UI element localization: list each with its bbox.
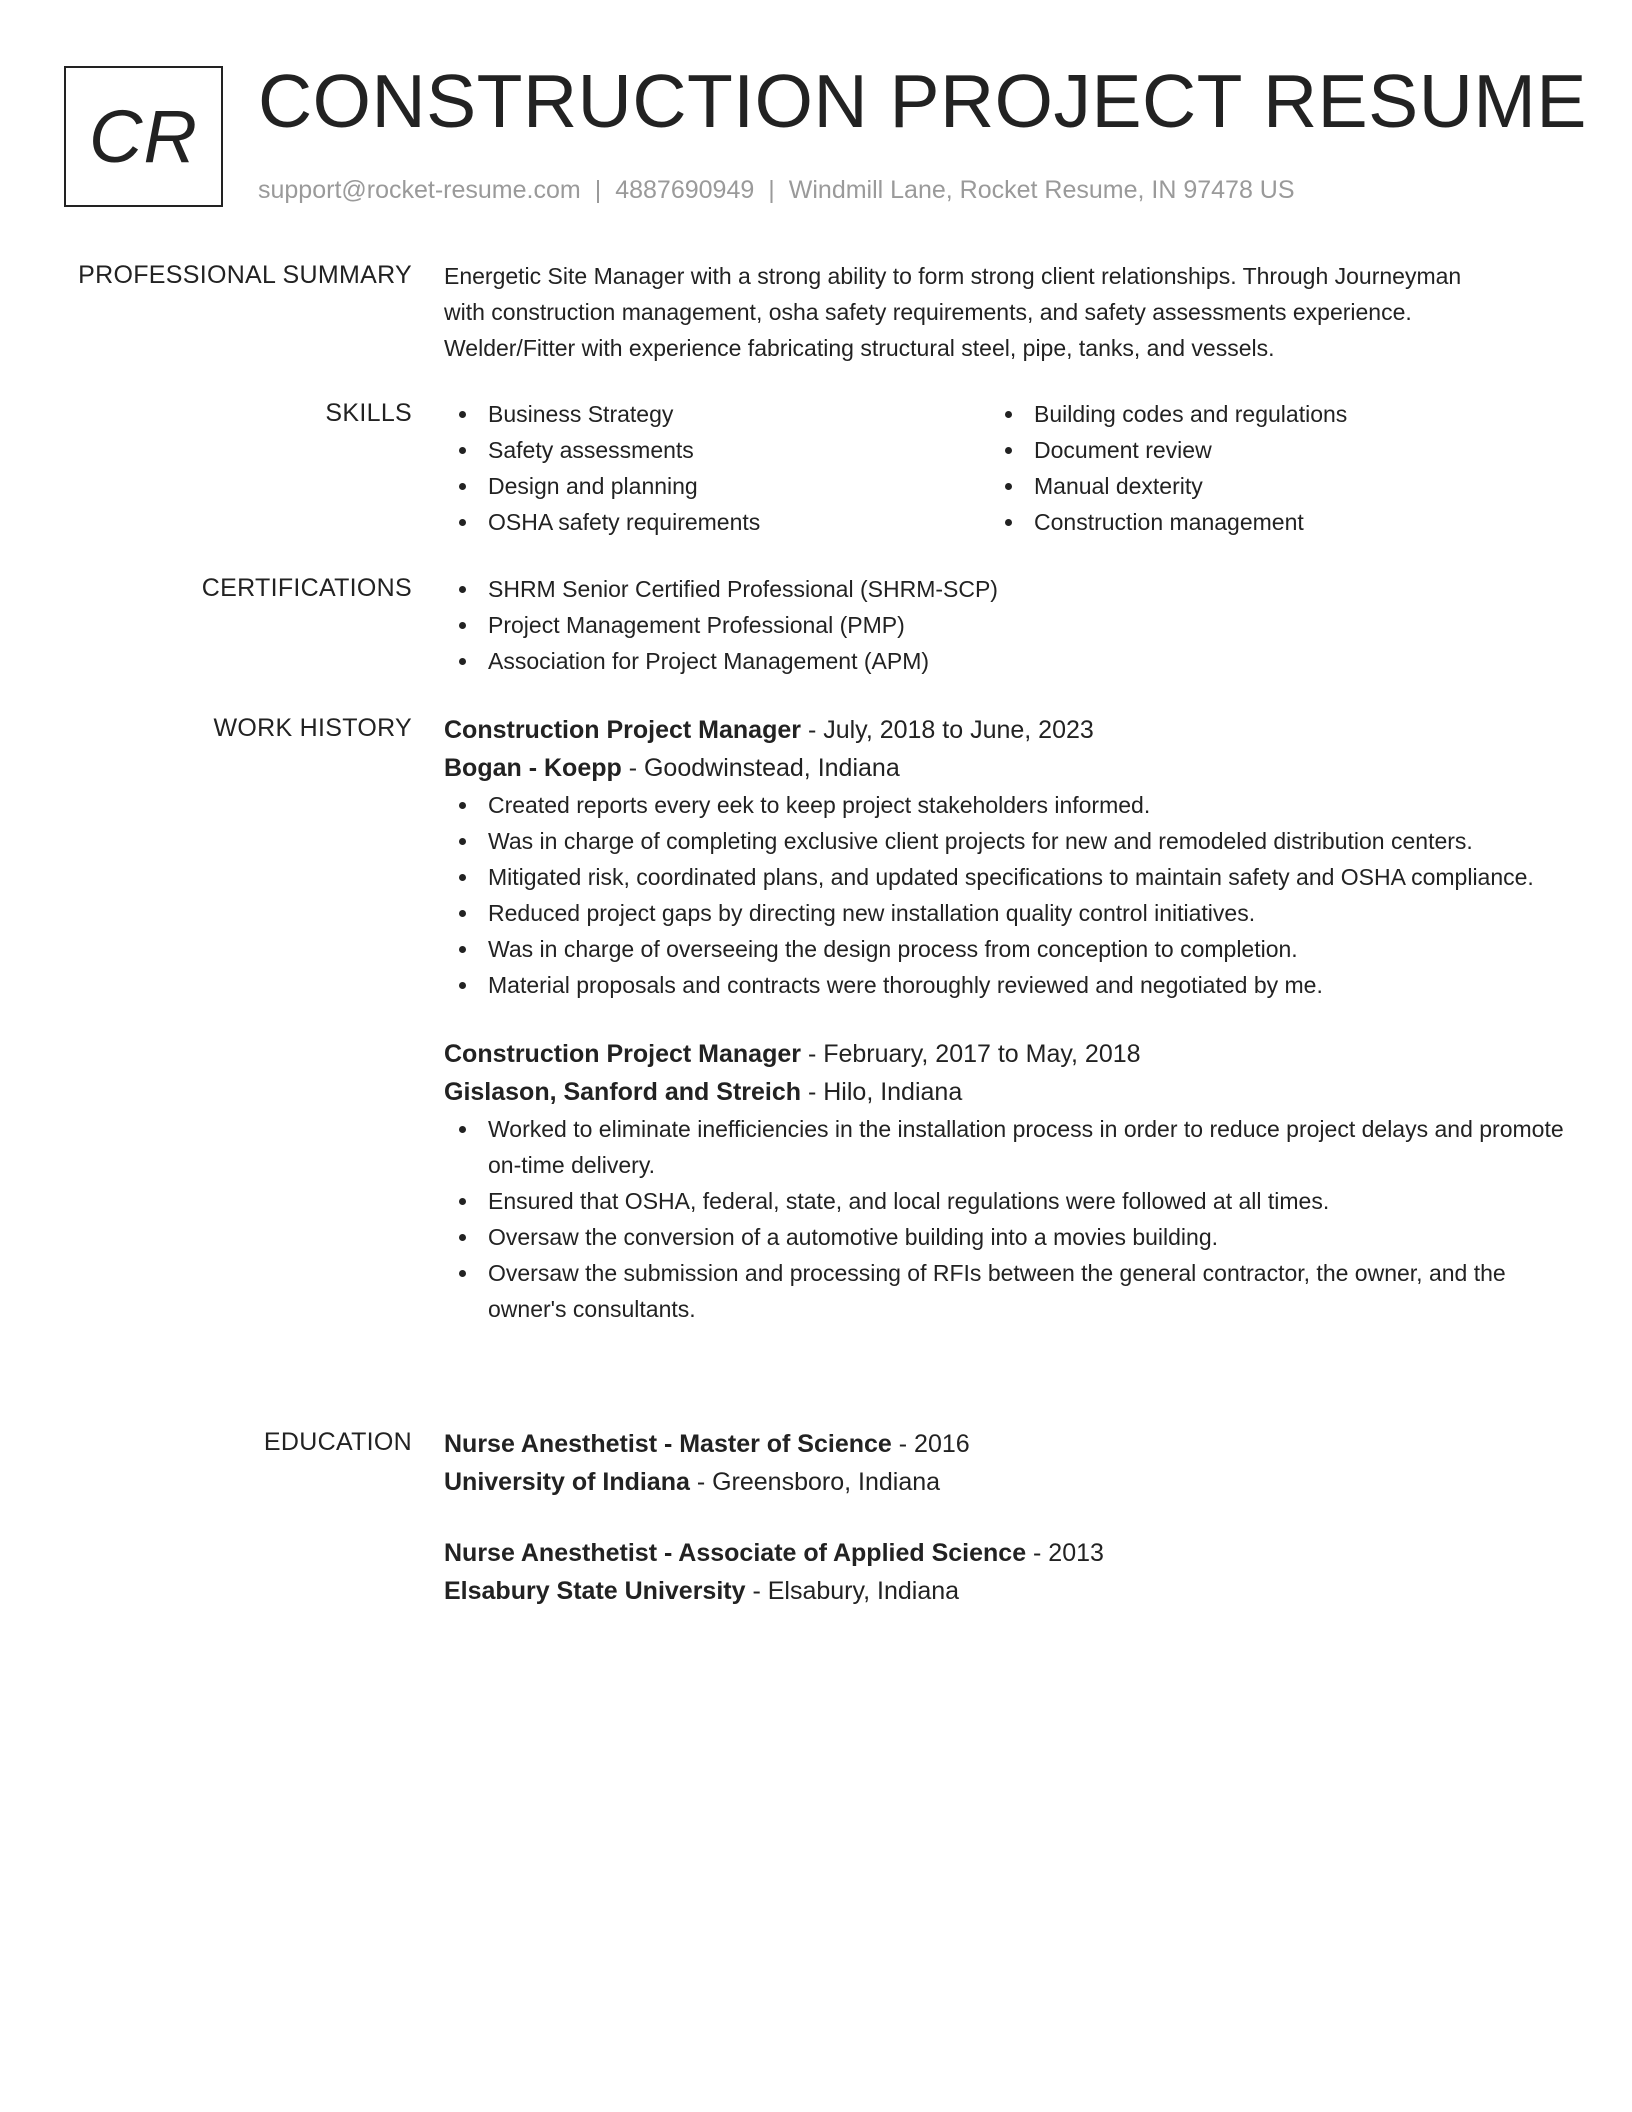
job-bullet: Oversaw the submission and processing of RFIs between the general contractor, the owner, and the owner's consultants. xyxy=(444,1255,1564,1327)
skill-item: Manual dexterity xyxy=(990,468,1536,504)
summary-line: with construction management, osha safety requirements, and safety assessments experience. xyxy=(444,299,1412,325)
skill-item: OSHA safety requirements xyxy=(444,504,990,540)
job-bullet: Oversaw the conversion of a automotive building into a movies building. xyxy=(444,1219,1564,1255)
job-bullet: Material proposals and contracts were thoroughly reviewed and negotiated by me. xyxy=(444,967,1564,1003)
skill-item: Construction management xyxy=(990,504,1536,540)
degree-line xyxy=(444,1534,1564,1572)
certification-item: Project Management Professional (PMP) xyxy=(444,607,1564,643)
work-history-body xyxy=(444,711,1564,1327)
section-heading-work-history: WORK HISTORY xyxy=(213,714,412,742)
contact-separator: | xyxy=(594,176,602,204)
section-heading-summary: PROFESSIONAL SUMMARY xyxy=(78,261,412,289)
degree-line xyxy=(444,1425,1564,1463)
monogram-logo xyxy=(64,66,223,207)
school-name: Elsabury State University xyxy=(444,1577,746,1605)
job-dates: - February, 2017 to May, 2018 xyxy=(801,1040,1141,1068)
employer-location: - Hilo, Indiana xyxy=(801,1078,963,1106)
job-dates: - July, 2018 to June, 2023 xyxy=(801,716,1094,744)
summary-body xyxy=(444,258,1564,366)
job-bullet-list xyxy=(444,1111,1564,1327)
degree-name: Nurse Anesthetist - Associate of Applied Science xyxy=(444,1539,1027,1567)
contact-address: Windmill Lane, Rocket Resume, IN 97478 US xyxy=(788,176,1295,204)
certifications-list xyxy=(444,571,1564,679)
contact-separator: | xyxy=(768,176,775,204)
skill-item: Building codes and regulations xyxy=(990,396,1536,432)
job-bullet-list xyxy=(444,787,1564,1003)
contact-phone[interactable]: 4887690949 xyxy=(615,176,755,204)
school-line xyxy=(444,1572,1564,1610)
school-location: - Elsabury, Indiana xyxy=(745,1577,960,1605)
skill-item: Business Strategy xyxy=(444,396,990,432)
job-bullet: Ensured that OSHA, federal, state, and local regulations were followed at all times. xyxy=(444,1183,1564,1219)
resume-title: CONSTRUCTION PROJECT RESUME xyxy=(258,59,1587,143)
skills-list-left xyxy=(444,396,990,540)
section-heading-certifications: CERTIFICATIONS xyxy=(201,574,412,602)
employer-line xyxy=(444,749,1564,787)
job-title: Construction Project Manager xyxy=(444,716,801,744)
certification-item: SHRM Senior Certified Professional (SHRM-SCP) xyxy=(444,571,1564,607)
employer-line xyxy=(444,1073,1564,1111)
education-entry xyxy=(444,1534,1564,1610)
skills-list-right xyxy=(990,396,1536,540)
employer-name: Gislason, Sanford and Streich xyxy=(444,1078,802,1106)
job-bullet: Was in charge of completing exclusive client projects for new and remodeled distribution centers. xyxy=(444,823,1564,859)
job-bullet: Worked to eliminate inefficiencies in the installation process in order to reduce project delays and promote on-time delivery. xyxy=(444,1111,1564,1183)
degree-year: - 2016 xyxy=(891,1430,970,1458)
job-bullet: Mitigated risk, coordinated plans, and updated specifications to maintain safety and OSHA compliance. xyxy=(444,859,1564,895)
skill-item: Design and planning xyxy=(444,468,990,504)
job-title-line xyxy=(444,1035,1564,1073)
certification-item: Association for Project Management (APM) xyxy=(444,643,1564,679)
section-heading-skills: SKILLS xyxy=(325,399,412,427)
job-title-line xyxy=(444,711,1564,749)
job-bullet: Was in charge of overseeing the design process from conception to completion. xyxy=(444,931,1564,967)
skill-item: Document review xyxy=(990,432,1536,468)
section-heading-education: EDUCATION xyxy=(263,1428,412,1456)
degree-name: Nurse Anesthetist - Master of Science xyxy=(444,1430,892,1458)
employer-name: Bogan - Koepp xyxy=(444,754,622,782)
skills-body xyxy=(444,396,1564,540)
job-bullet: Reduced project gaps by directing new installation quality control initiatives. xyxy=(444,895,1564,931)
school-name: University of Indiana xyxy=(444,1468,690,1496)
job-bullet: Created reports every eek to keep project stakeholders informed. xyxy=(444,787,1564,823)
monogram-initials: CR xyxy=(89,95,198,178)
school-location: - Greensboro, Indiana xyxy=(689,1468,941,1496)
skill-item: Safety assessments xyxy=(444,432,990,468)
summary-line: Welder/Fitter with experience fabricating structural steel, pipe, tanks, and vessels. xyxy=(444,335,1275,361)
education-entry xyxy=(444,1425,1564,1501)
school-line xyxy=(444,1463,1564,1501)
job-entry xyxy=(444,711,1564,1003)
certifications-body xyxy=(444,571,1564,679)
employer-location: - Goodwinstead, Indiana xyxy=(621,754,900,782)
job-title: Construction Project Manager xyxy=(444,1040,801,1068)
education-body xyxy=(444,1425,1564,1610)
skills-grid xyxy=(444,396,1564,540)
contact-line xyxy=(258,174,1295,206)
contact-email[interactable]: support@rocket-resume.com xyxy=(258,176,581,204)
degree-year: - 2013 xyxy=(1026,1539,1104,1567)
summary-line: Energetic Site Manager with a strong ability to form strong client relationships. Through Journeyman xyxy=(444,263,1462,289)
job-entry xyxy=(444,1035,1564,1327)
